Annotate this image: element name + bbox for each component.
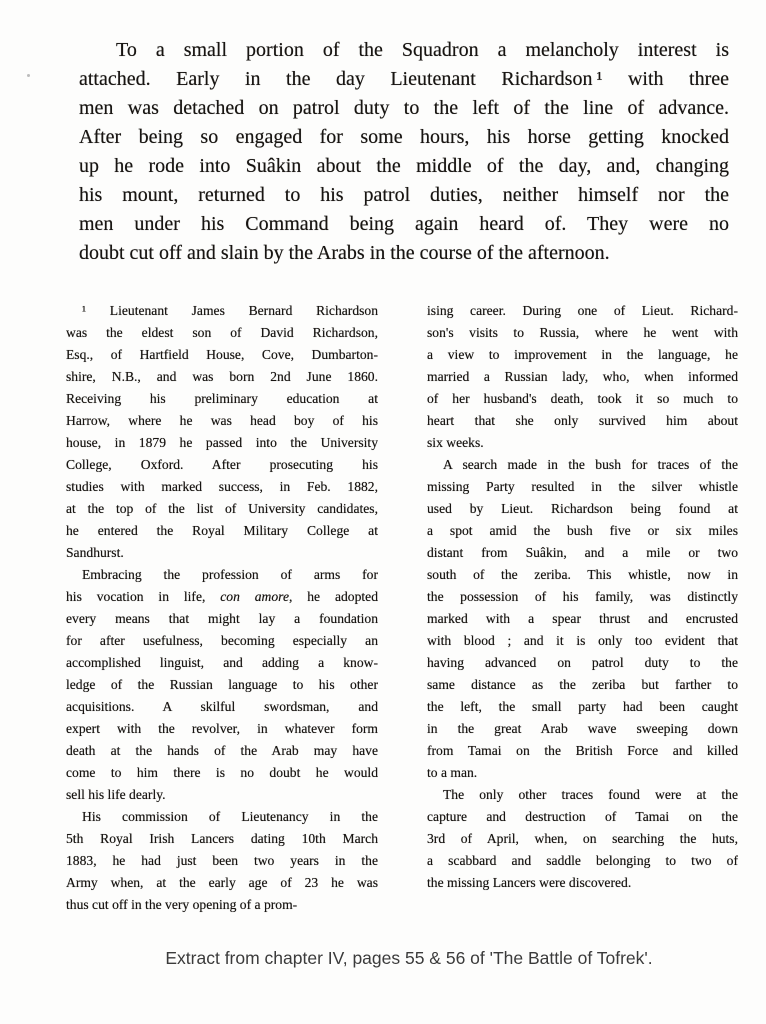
text-segment: Embracing the profession of arms for — [82, 567, 378, 582]
text-line — [427, 366, 738, 388]
text-segment: his vocation in life, — [66, 589, 221, 604]
paragraph — [66, 300, 378, 564]
text-line — [79, 181, 729, 210]
text-line — [66, 454, 378, 476]
text-segment: College, Oxford. After prosecuting his — [66, 457, 378, 472]
text-segment: shire, N.B., and was born 2nd June 1860. — [66, 369, 378, 384]
text-segment: house, in 1879 he passed into the University — [66, 435, 378, 450]
text-line — [66, 564, 378, 586]
text-line — [66, 542, 378, 564]
footnote-right-column — [427, 300, 738, 894]
text-segment: same distance as the zeriba but farther to — [427, 677, 738, 692]
text-line — [427, 652, 738, 674]
text-segment: 5th Royal Irish Lancers dating 10th March — [66, 831, 378, 846]
text-segment: men was detached on patrol duty to the left of the line of advance. — [79, 97, 729, 119]
text-segment: at the top of the list of University candidates, — [66, 501, 378, 516]
text-segment: 1883, he had just been two years in the — [66, 853, 378, 868]
text-segment: used by Lieut. Richardson being found at — [427, 501, 738, 516]
italic-text-segment: con amore — [220, 589, 289, 604]
text-segment: for after usefulness, becoming especially an — [66, 633, 378, 648]
text-line — [79, 36, 729, 65]
text-segment: men under his Command being again heard of. They were no — [79, 213, 729, 235]
text-line — [79, 239, 729, 268]
paragraph — [66, 564, 378, 806]
text-segment: After being so engaged for some hours, his horse getting knocked — [79, 126, 729, 148]
text-line — [66, 410, 378, 432]
text-line — [427, 762, 738, 784]
text-line — [66, 344, 378, 366]
text-line — [66, 850, 378, 872]
text-line — [66, 894, 378, 916]
text-line — [427, 542, 738, 564]
text-segment: come to him there is no doubt he would — [66, 765, 378, 780]
text-line — [427, 718, 738, 740]
paragraph — [79, 36, 729, 268]
text-segment: the missing Lancers were discovered. — [427, 875, 632, 890]
text-line — [66, 674, 378, 696]
text-segment: ledge of the Russian language to his other — [66, 677, 378, 692]
text-segment: heart that she only survived him about — [427, 413, 738, 428]
text-line — [427, 586, 738, 608]
text-segment: missing Party resulted in the silver whistle — [427, 479, 738, 494]
text-line — [66, 300, 378, 322]
text-line — [66, 872, 378, 894]
footnote-left-column — [66, 300, 378, 916]
text-segment: thus cut off in the very opening of a prom- — [66, 897, 298, 912]
text-line — [79, 94, 729, 123]
main-text-block — [79, 36, 729, 268]
text-segment: distant from Suâkin, and a mile or two — [427, 545, 738, 560]
text-line — [66, 652, 378, 674]
text-line — [427, 740, 738, 762]
text-line — [427, 630, 738, 652]
text-line — [79, 152, 729, 181]
text-segment: in the great Arab wave sweeping down — [427, 721, 738, 736]
text-line — [427, 564, 738, 586]
text-segment: , he adopted — [288, 589, 378, 604]
text-segment: Esq., of Hartfield House, Cove, Dumbarton- — [66, 347, 378, 362]
text-segment: married a Russian lady, who, when informed — [427, 369, 738, 384]
text-segment: A search made in the bush for traces of the — [443, 457, 738, 472]
text-line — [66, 696, 378, 718]
paragraph — [427, 300, 738, 454]
text-segment: having advanced on patrol duty to the — [427, 655, 738, 670]
text-line — [66, 476, 378, 498]
text-line — [427, 476, 738, 498]
text-segment: studies with marked success, in Feb. 1882, — [66, 479, 378, 494]
text-line — [427, 322, 738, 344]
text-line — [66, 784, 378, 806]
text-segment: with blood ; and it is only too evident that — [427, 633, 738, 648]
text-line — [66, 366, 378, 388]
text-line — [79, 123, 729, 152]
text-line — [427, 850, 738, 872]
text-line — [427, 432, 738, 454]
text-line — [427, 498, 738, 520]
text-line — [427, 388, 738, 410]
text-line — [66, 828, 378, 850]
text-line — [427, 410, 738, 432]
text-line — [427, 696, 738, 718]
text-segment: south of the zeriba. This whistle, now in — [427, 567, 738, 582]
text-line — [66, 762, 378, 784]
text-segment: a scabbard and saddle belonging to two of — [427, 853, 738, 868]
text-segment: sell his life dearly. — [66, 787, 166, 802]
text-line — [66, 520, 378, 542]
text-segment: attached. Early in the day Lieutenant Richardson ¹ with three — [79, 68, 729, 90]
paragraph — [66, 806, 378, 916]
text-segment: expert with the revolver, in whatever form — [66, 721, 378, 736]
text-segment: The only other traces found were at the — [443, 787, 738, 802]
text-line — [66, 630, 378, 652]
text-segment: 3rd of April, when, on searching the huts, — [427, 831, 738, 846]
text-line — [66, 498, 378, 520]
text-line — [66, 586, 378, 608]
text-line — [79, 210, 729, 239]
text-segment: doubt cut off and slain by the Arabs in the course of the afternoon. — [79, 242, 610, 264]
text-segment: was the eldest son of David Richardson, — [66, 325, 378, 340]
text-line — [66, 322, 378, 344]
image-caption: Extract from chapter IV, pages 55 & 56 of 'The Battle of Tofrek'. — [165, 948, 653, 968]
text-line — [427, 806, 738, 828]
text-line — [66, 432, 378, 454]
text-segment: Sandhurst. — [66, 545, 124, 560]
text-segment: of her husband's death, took it so much to — [427, 391, 738, 406]
text-segment: to a man. — [427, 765, 478, 780]
text-segment: every means that might lay a foundation — [66, 611, 378, 626]
text-line — [427, 344, 738, 366]
text-line — [427, 608, 738, 630]
text-line — [427, 872, 738, 894]
text-line — [427, 300, 738, 322]
text-segment: the possession of his family, was distinctly — [427, 589, 738, 604]
text-segment: acquisitions. A skilful swordsman, and — [66, 699, 378, 714]
text-segment: ¹ Lieutenant James Bernard Richardson — [82, 303, 378, 318]
text-segment: To a small portion of the Squadron a melancholy interest is — [116, 39, 729, 61]
text-line — [66, 718, 378, 740]
text-line — [427, 454, 738, 476]
text-segment: marked with a spear thrust and encrusted — [427, 611, 738, 626]
text-line — [427, 828, 738, 850]
text-segment: a spot amid the bush five or six miles — [427, 523, 738, 538]
text-segment: capture and destruction of Tamai on the — [427, 809, 738, 824]
text-segment: ising career. During one of Lieut. Richard- — [427, 303, 738, 318]
text-segment: Army when, at the early age of 23 he was — [66, 875, 378, 890]
text-line — [66, 740, 378, 762]
text-segment: His commission of Lieutenancy in the — [82, 809, 378, 824]
text-line — [427, 520, 738, 542]
text-segment: his mount, returned to his patrol duties, neither himself nor the — [79, 184, 729, 206]
text-segment: accomplished linguist, and adding a know- — [66, 655, 378, 670]
text-segment: death at the hands of the Arab may have — [66, 743, 378, 758]
text-segment: Receiving his preliminary education at — [66, 391, 378, 406]
text-line — [66, 608, 378, 630]
text-segment: the left, the small party had been caught — [427, 699, 738, 714]
text-segment: up he rode into Suâkin about the middle of the day, and, changing — [79, 155, 729, 177]
text-segment: he entered the Royal Military College at — [66, 523, 378, 538]
text-line — [427, 674, 738, 696]
text-segment: from Tamai on the British Force and killed — [427, 743, 738, 758]
text-line — [79, 65, 729, 94]
text-segment: Harrow, where he was head boy of his — [66, 413, 378, 428]
text-line — [66, 388, 378, 410]
text-line — [66, 806, 378, 828]
paragraph — [427, 454, 738, 784]
paragraph — [427, 784, 738, 894]
scan-speck — [27, 74, 30, 77]
text-segment: a view to improvement in the language, he — [427, 347, 738, 362]
text-line — [427, 784, 738, 806]
text-segment: son's visits to Russia, where he went with — [427, 325, 738, 340]
text-segment: six weeks. — [427, 435, 484, 450]
